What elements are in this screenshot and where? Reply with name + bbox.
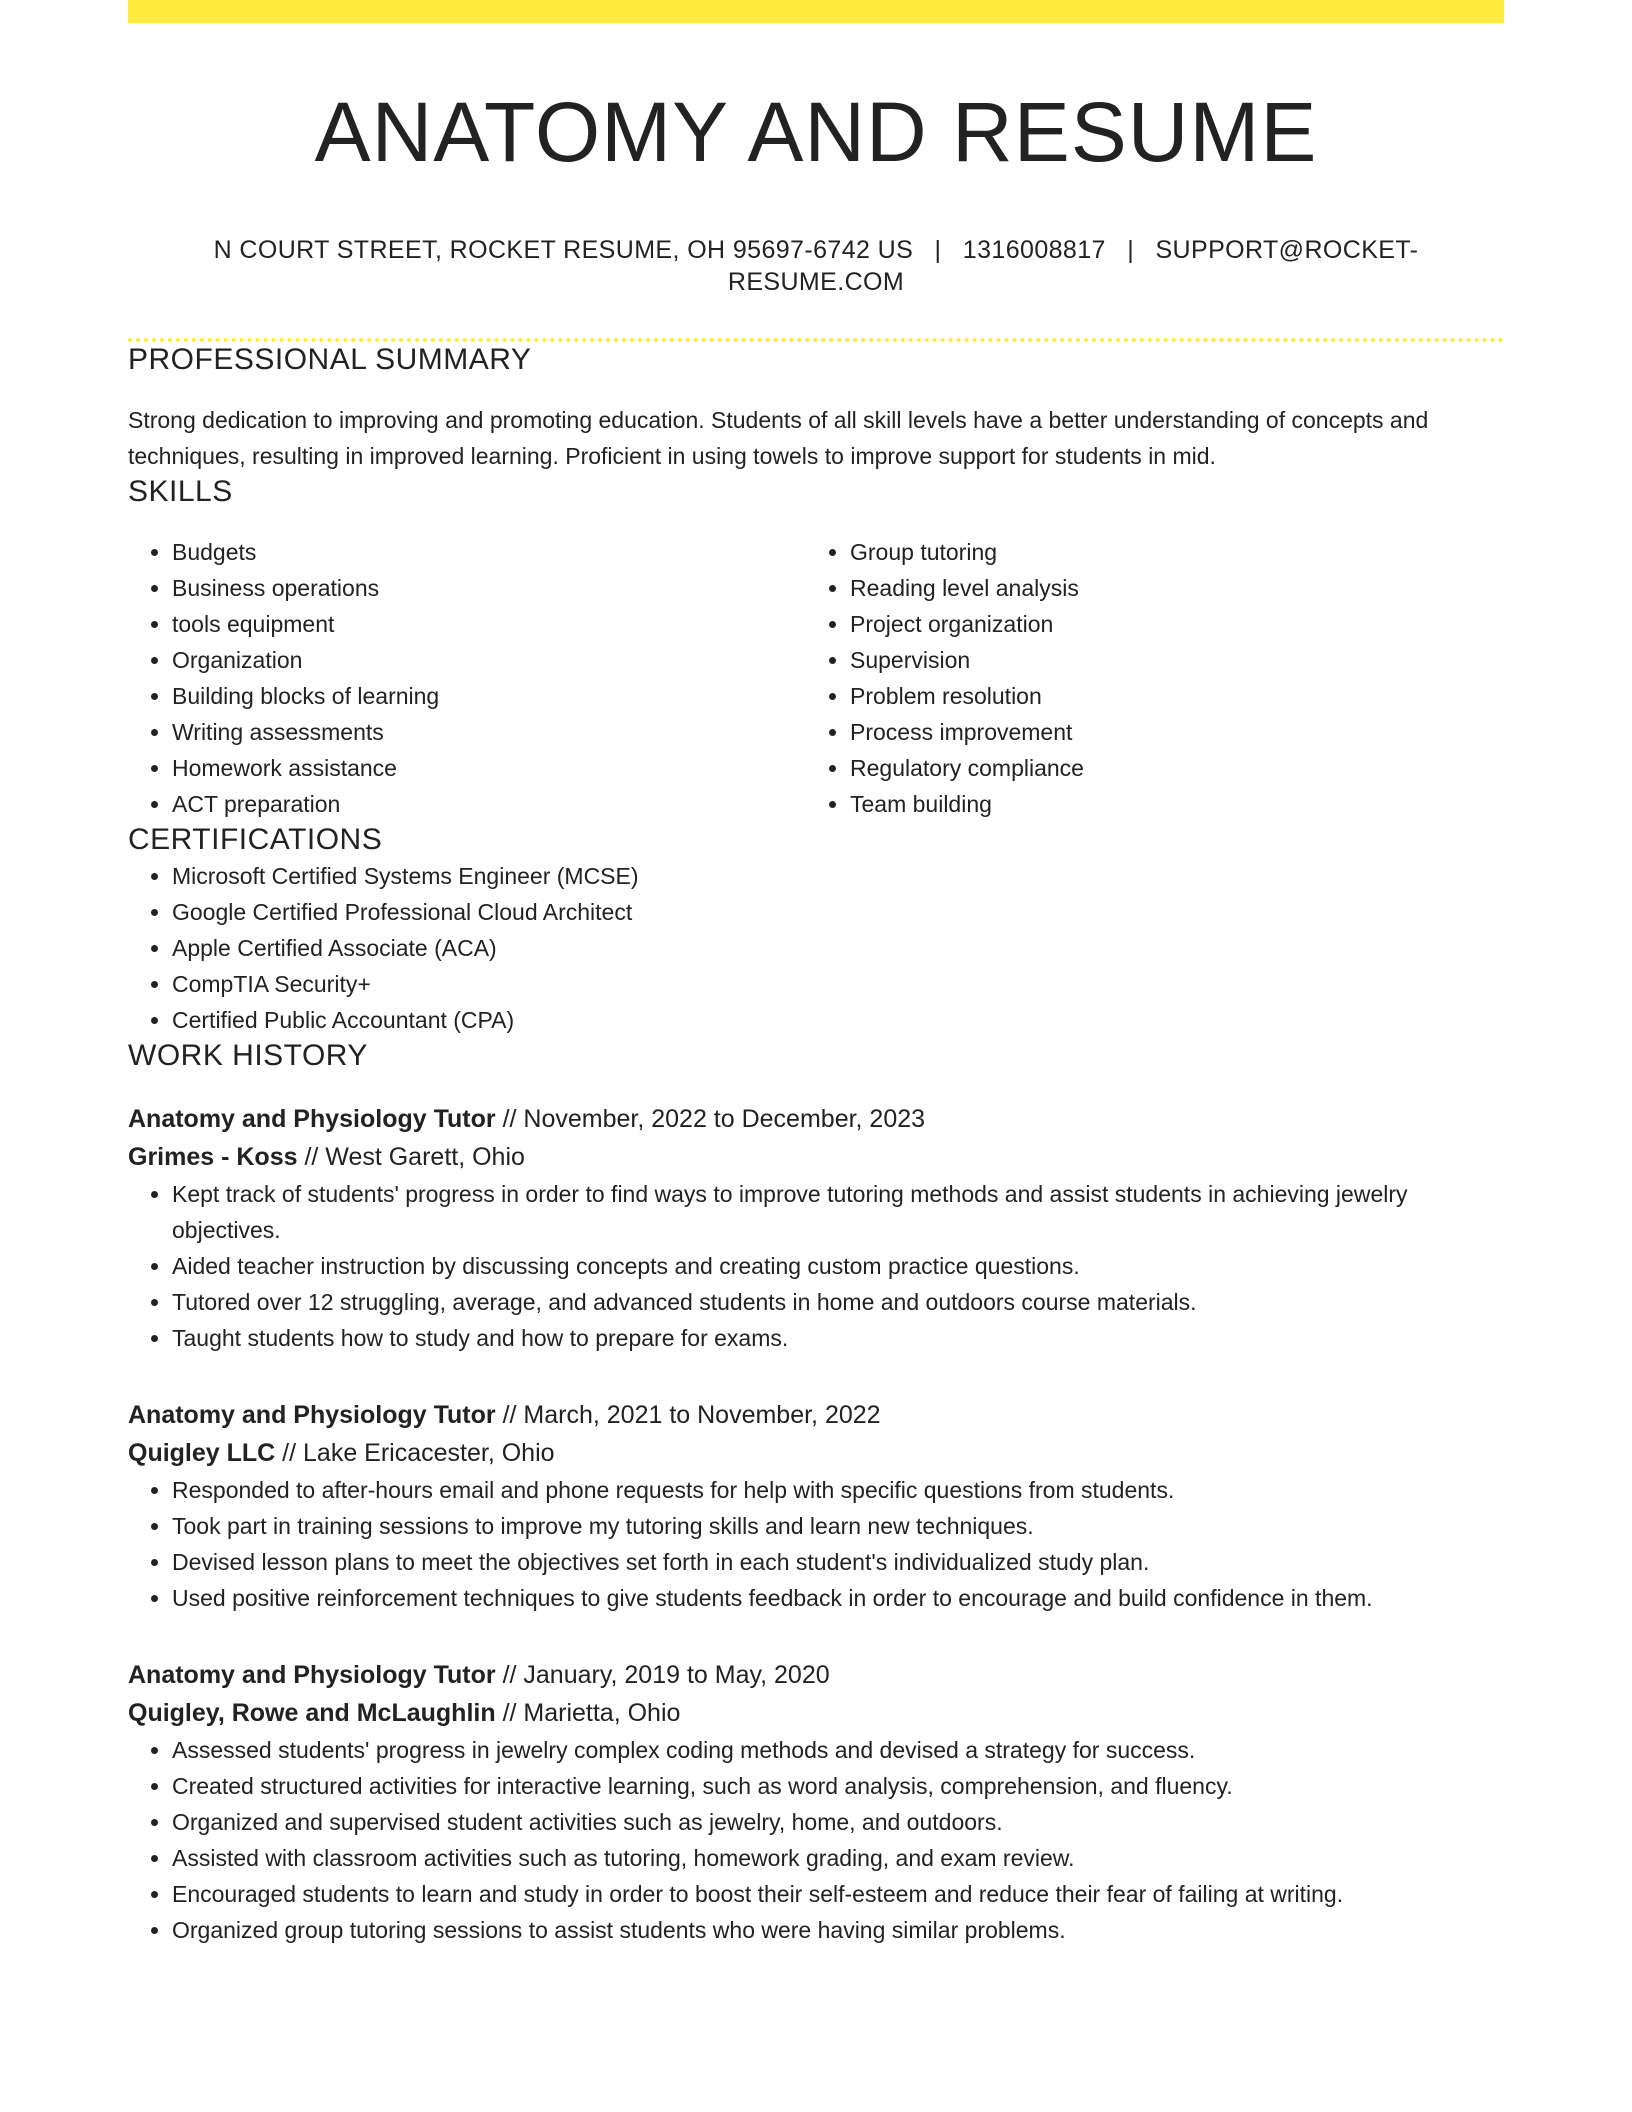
skill-item: • Team building	[850, 786, 1484, 822]
job-duty: • Taught students how to study and how to prepare for exams.	[172, 1320, 1504, 1356]
skill-item: • Budgets	[172, 534, 806, 570]
job-entry	[128, 1100, 1504, 1356]
skills-grid	[128, 534, 1504, 822]
job-company: Grimes - Koss	[128, 1143, 298, 1171]
skill-item: • Problem resolution	[850, 678, 1484, 714]
resume-name: ANATOMY AND RESUME	[314, 85, 1318, 179]
job-duty: • Tutored over 12 struggling, average, and advanced students in home and outdoors course materials.	[172, 1284, 1504, 1320]
job-duty: • Organized and supervised student activities such as jewelry, home, and outdoors.	[172, 1804, 1504, 1840]
certification-item: • Google Certified Professional Cloud Architect	[172, 894, 1504, 930]
certification-item: • Certified Public Accountant (CPA)	[172, 1002, 1504, 1038]
skill-item: • Reading level analysis	[850, 570, 1484, 606]
job-dates: // March, 2021 to November, 2022	[495, 1401, 881, 1429]
skill-item: • Supervision	[850, 642, 1484, 678]
job-role: Anatomy and Physiology Tutor	[128, 1661, 496, 1689]
job-location: // Marietta, Ohio	[495, 1699, 681, 1727]
contact-separator: |	[934, 236, 942, 264]
job-role: Anatomy and Physiology Tutor	[128, 1401, 496, 1429]
job-location: // Lake Ericacester, Ohio	[275, 1439, 555, 1467]
job-role-line	[128, 1656, 1504, 1694]
job-company-line	[128, 1434, 1504, 1472]
summary-text: Strong dedication to improving and promoting education. Students of all skill levels have a better understanding of concepts and techniques, resulting in improved learning. Proficient in using towels to improve support for students in mid.	[128, 407, 1429, 469]
skill-item: • Organization	[172, 642, 806, 678]
job-duty: • Kept track of students' progress in order to find ways to improve tutoring methods and assist students in achieving jewelry objectives.	[172, 1176, 1504, 1248]
contact-email: SUPPORT@ROCKET-RESUME.COM	[727, 236, 1419, 296]
job-company-line	[128, 1138, 1504, 1176]
job-role-line	[128, 1396, 1504, 1434]
skills-list-right	[806, 534, 1484, 822]
contact-separator: |	[1127, 236, 1135, 264]
job-company: Quigley LLC	[128, 1439, 276, 1467]
job-duty: • Encouraged students to learn and study in order to boost their self-esteem and reduce their fear of failing at writing.	[172, 1876, 1504, 1912]
summary-heading: PROFESSIONAL SUMMARY	[128, 343, 532, 376]
job-duty: • Took part in training sessions to improve my tutoring skills and learn new techniques.	[172, 1508, 1504, 1544]
skills-column-right	[806, 534, 1484, 822]
work-history-heading: WORK HISTORY	[128, 1039, 368, 1072]
skill-item: • tools equipment	[172, 606, 806, 642]
skills-heading: SKILLS	[128, 475, 233, 508]
resume-content	[128, 0, 1504, 1948]
skill-item: • Group tutoring	[850, 534, 1484, 570]
skill-item: • Writing assessments	[172, 714, 806, 750]
job-entry	[128, 1656, 1504, 1948]
contact-address: N COURT STREET, ROCKET RESUME, OH 95697-6742 US	[213, 236, 914, 264]
job-duties-list	[128, 1472, 1504, 1616]
certification-item: • CompTIA Security+	[172, 966, 1504, 1002]
job-duties-list	[128, 1176, 1504, 1356]
job-duty: • Assessed students' progress in jewelry complex coding methods and devised a strategy for success.	[172, 1732, 1504, 1768]
job-duty: • Used positive reinforcement techniques to give students feedback in order to encourage and build confidence in them.	[172, 1580, 1504, 1616]
job-duties-list	[128, 1732, 1504, 1948]
job-duty: • Responded to after-hours email and phone requests for help with specific questions from students.	[172, 1472, 1504, 1508]
certifications-list	[128, 858, 1504, 1038]
certifications-heading: CERTIFICATIONS	[128, 823, 383, 856]
job-role: Anatomy and Physiology Tutor	[128, 1105, 496, 1133]
job-location: // West Garett, Ohio	[297, 1143, 525, 1171]
skills-list-left	[128, 534, 806, 822]
job-company: Quigley, Rowe and McLaughlin	[128, 1699, 496, 1727]
skill-item: • Building blocks of learning	[172, 678, 806, 714]
skill-item: • Process improvement	[850, 714, 1484, 750]
job-dates: // January, 2019 to May, 2020	[495, 1661, 830, 1689]
skill-item: • ACT preparation	[172, 786, 806, 822]
job-duty: • Devised lesson plans to meet the objectives set forth in each student's individualized study plan.	[172, 1544, 1504, 1580]
skill-item: • Regulatory compliance	[850, 750, 1484, 786]
skill-item: • Business operations	[172, 570, 806, 606]
job-role-line	[128, 1100, 1504, 1138]
job-dates: // November, 2022 to December, 2023	[495, 1105, 926, 1133]
contact-phone: 1316008817	[962, 236, 1106, 264]
job-duty: • Created structured activities for interactive learning, such as word analysis, comprehension, and fluency.	[172, 1768, 1504, 1804]
certification-item: • Apple Certified Associate (ACA)	[172, 930, 1504, 966]
job-duty: • Organized group tutoring sessions to assist students who were having similar problems.	[172, 1912, 1504, 1948]
job-duty: • Aided teacher instruction by discussing concepts and creating custom practice questions.	[172, 1248, 1504, 1284]
certification-item: • Microsoft Certified Systems Engineer (MCSE)	[172, 858, 1504, 894]
job-company-line	[128, 1694, 1504, 1732]
job-duty: • Assisted with classroom activities such as tutoring, homework grading, and exam review.	[172, 1840, 1504, 1876]
skill-item: • Project organization	[850, 606, 1484, 642]
skill-item: • Homework assistance	[172, 750, 806, 786]
skills-column-left	[128, 534, 806, 822]
contact-line	[128, 234, 1504, 298]
job-entry	[128, 1396, 1504, 1616]
